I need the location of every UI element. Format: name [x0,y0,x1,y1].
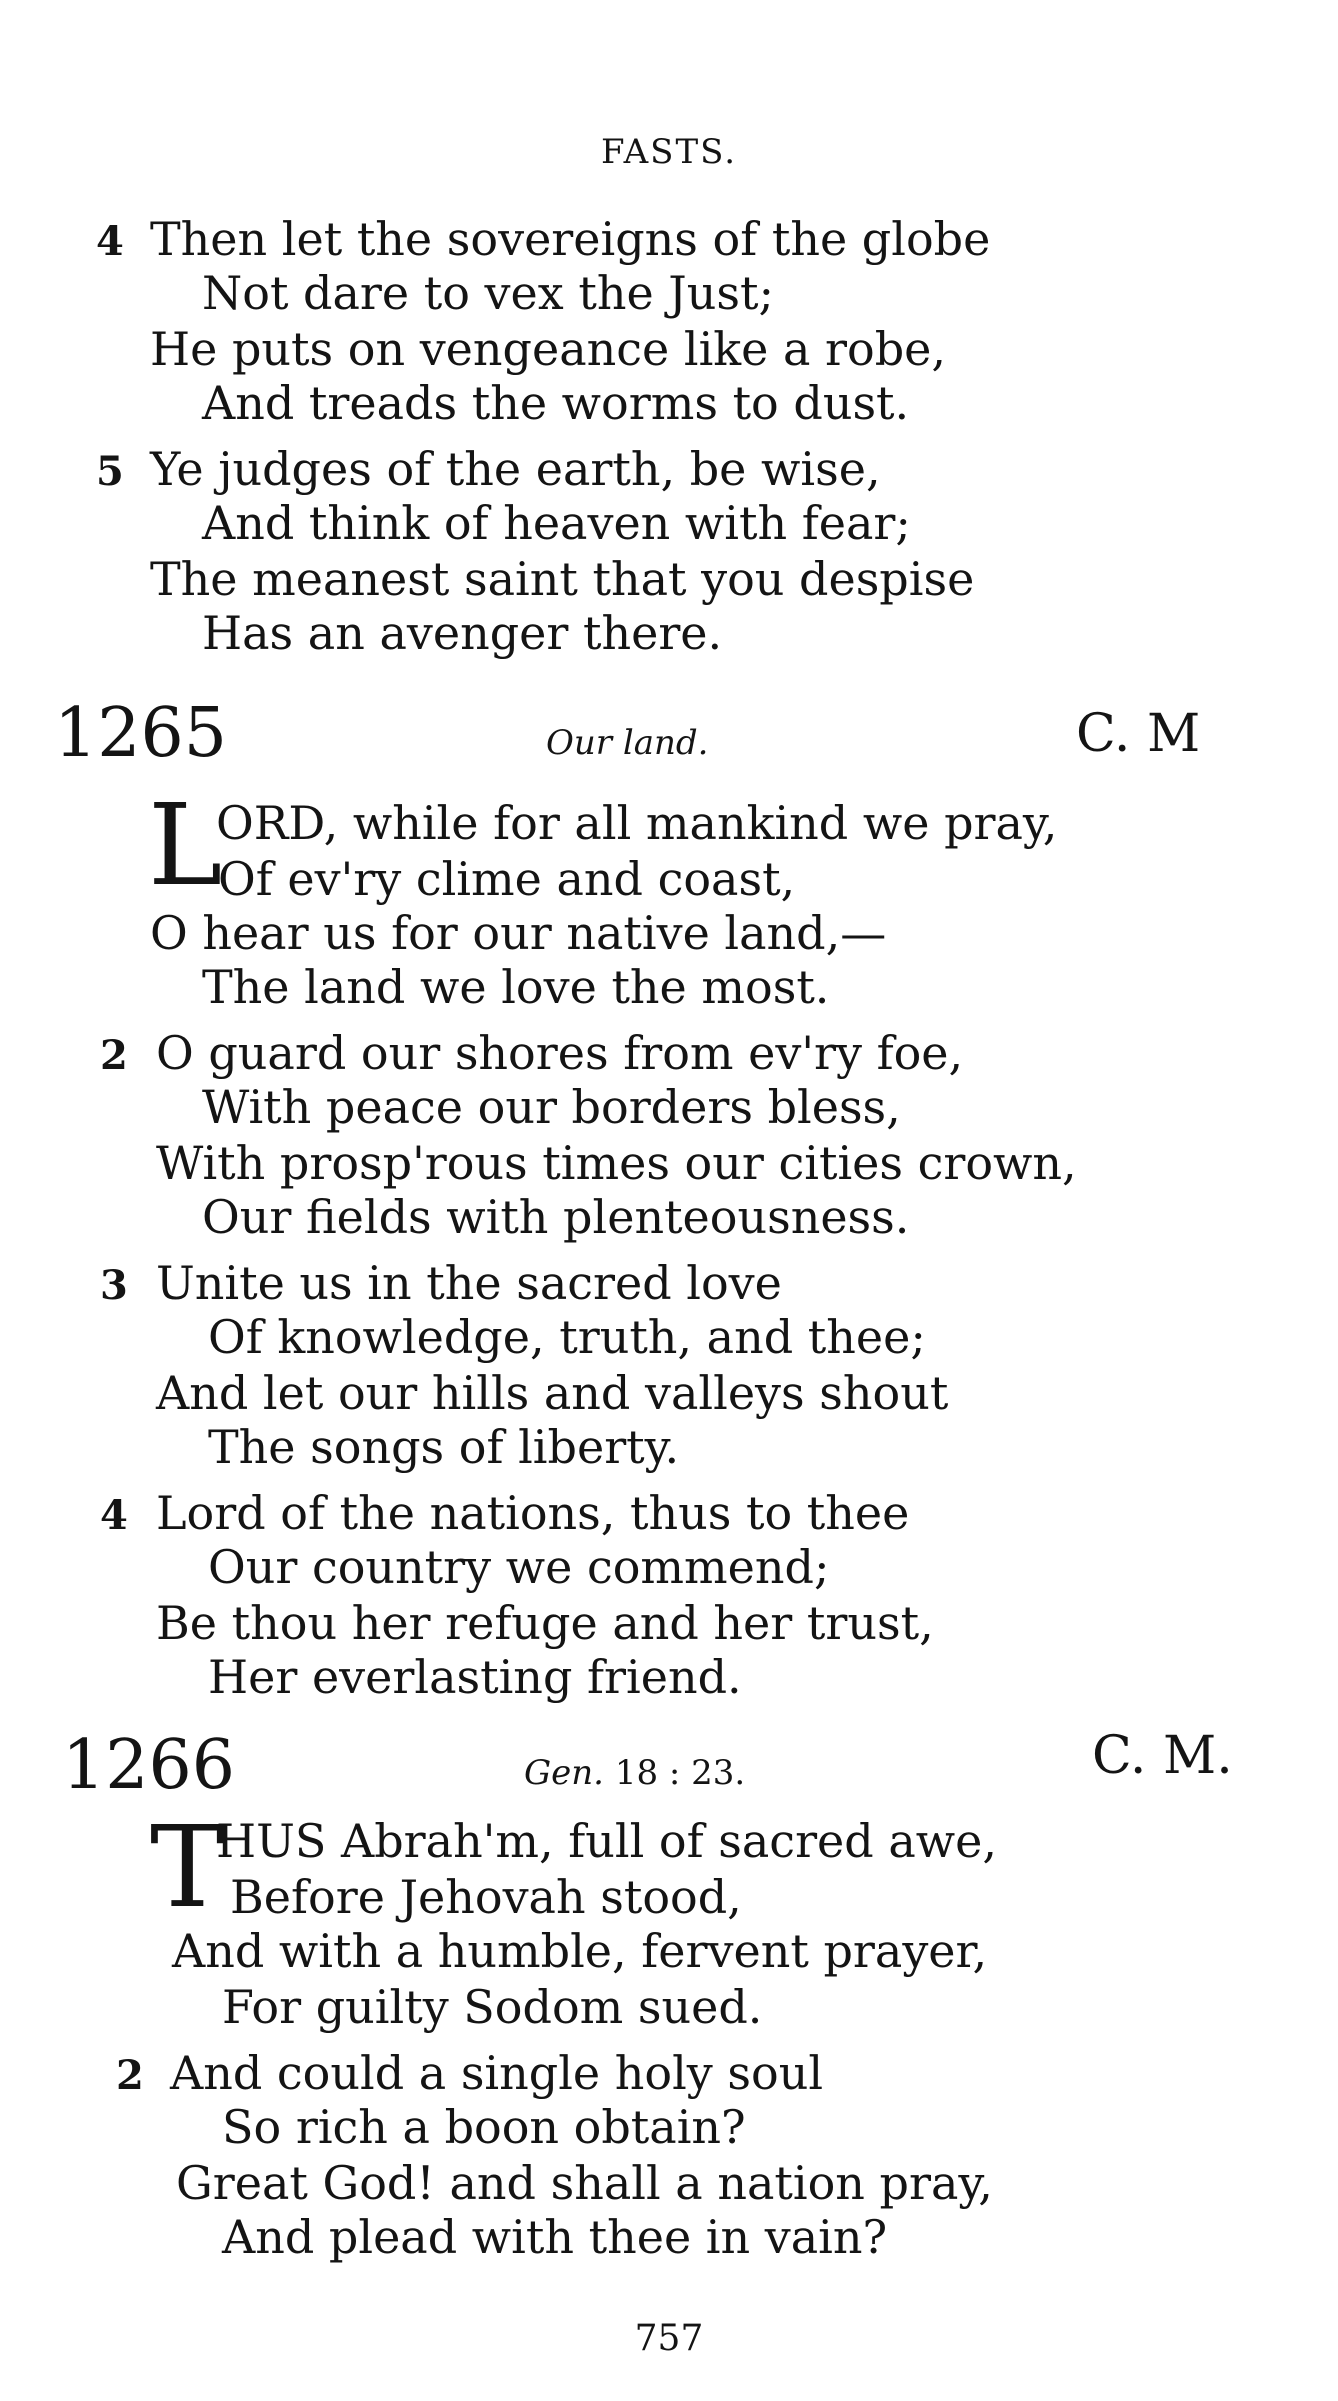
stanza-number: 4 [100,1492,128,1539]
stanza-number: 2 [116,2052,144,2099]
verse-line: Her everlasting friend. [208,1650,742,1704]
hymn-number: 1266 [62,1726,236,1805]
stanza-number: 2 [100,1032,128,1079]
verse-line: And with a humble, fervent prayer, [172,1924,988,1978]
verse-line: O guard our shores from ev'ry foe, [156,1026,964,1080]
verse-line: O hear us for our native land,— [150,906,887,960]
tune-name: Our land. [546,723,709,763]
verse-line: He puts on vengeance like a robe, [150,322,947,376]
verse-line: So rich a boon obtain? [222,2100,746,2154]
verse-line: With peace our borders bless, [202,1080,901,1134]
verse-line: Has an avenger there. [202,606,723,660]
meter: C. M. [1092,1726,1233,1786]
verse-line: And plead with thee in vain? [222,2210,888,2264]
scripture-reference [524,1753,746,1793]
verse-line: Our country we commend; [208,1540,830,1594]
stanza-number: 5 [96,448,124,495]
reference-verse: 18 : 23. [614,1753,746,1793]
verse-line: The land we love the most. [202,960,830,1014]
verse-line: Unite us in the sacred love [156,1256,782,1310]
verse-line: Before Jehovah stood, [230,1870,742,1924]
verse-line: Ye judges of the earth, be wise, [150,442,881,496]
verse-line: ORD, while for all mankind we pray, [216,796,1058,850]
verse-line: Then let the sovereigns of the globe [150,212,991,266]
drop-cap: L [148,781,223,911]
verse-line: And could a single holy soul [170,2046,824,2100]
verse-line: Not dare to vex the Just; [202,266,774,320]
stanza-number: 3 [100,1262,128,1309]
drop-cap: T [150,1803,225,1933]
verse-line: And let our hills and valleys shout [156,1366,949,1420]
verse-line: HUS Abrah'm, full of sacred awe, [216,1814,997,1868]
verse-line: Of ev'ry clime and coast, [218,852,796,906]
verse-line: For guilty Sodom sued. [222,1980,763,2034]
verse-line: The songs of liberty. [208,1420,680,1474]
verse-line: Lord of the nations, thus to thee [156,1486,910,1540]
verse-line: The meanest saint that you despise [150,552,975,606]
reference-book: Gen. [524,1753,604,1793]
verse-line: Great God! and shall a nation pray, [176,2156,993,2210]
verse-line: Of knowledge, truth, and thee; [208,1310,926,1364]
hymn-number: 1265 [54,694,228,773]
verse-line: And think of heaven with fear; [202,496,911,550]
stanza-number: 4 [96,218,124,265]
verse-line: With prosp'rous times our cities crown, [156,1136,1077,1190]
page-number: 757 [634,2318,704,2359]
verse-line: And treads the worms to dust. [202,376,910,430]
verse-line: Our fields with plenteousness. [202,1190,910,1244]
running-head: FASTS. [600,132,738,172]
meter: C. M [1076,704,1201,764]
verse-line: Be thou her refuge and her trust, [156,1596,934,1650]
